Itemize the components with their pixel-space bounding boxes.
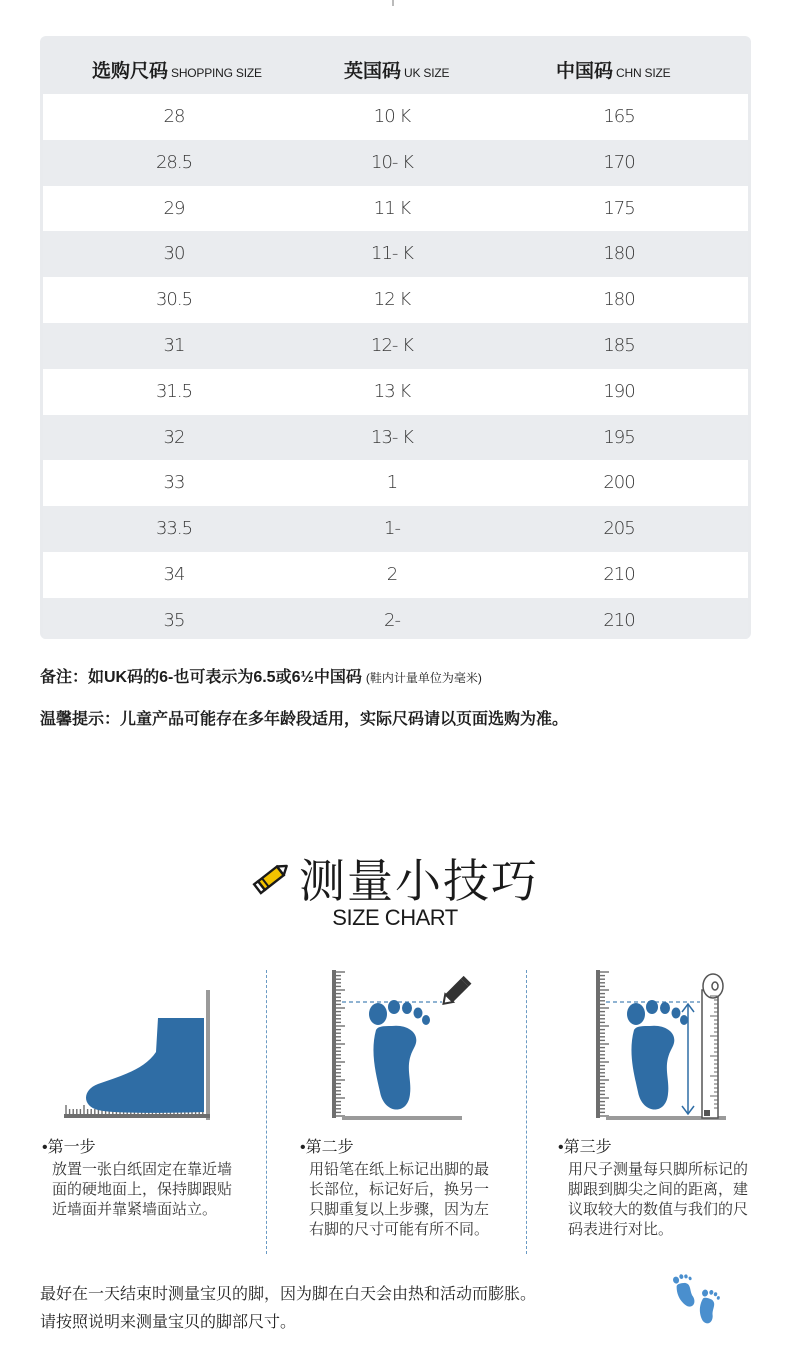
footprints-icon bbox=[672, 1272, 724, 1328]
ruler-vertical-icon bbox=[596, 970, 609, 1118]
tape-measure-icon bbox=[702, 974, 723, 1118]
note-tip: 温馨提示：儿童产品可能存在多年龄段适用，实际尺码请以页面选购为准。 bbox=[40, 711, 569, 728]
size-table-header bbox=[40, 36, 751, 94]
cell-uk-size: 12- K bbox=[371, 334, 413, 356]
table-row bbox=[43, 140, 748, 186]
cell-shopping-size: 29 bbox=[163, 197, 185, 219]
cell-uk-size: 13- K bbox=[371, 426, 413, 448]
table-row bbox=[43, 460, 748, 506]
table-row bbox=[43, 277, 748, 323]
table-row bbox=[43, 415, 748, 461]
footprint-icon bbox=[369, 1000, 430, 1110]
table-row bbox=[43, 369, 748, 415]
step-1-illustration bbox=[58, 962, 218, 1122]
cell-uk-size: 1 bbox=[386, 472, 398, 494]
foot-side-icon bbox=[86, 1018, 204, 1113]
cell-uk-size: 12 K bbox=[373, 289, 411, 311]
measure-title-text: 测量小技巧 bbox=[299, 855, 539, 907]
cell-shopping-size: 32 bbox=[163, 426, 185, 448]
step-3-label: •第三步 bbox=[558, 1139, 612, 1156]
cell-chn-size: 165 bbox=[603, 106, 635, 127]
cell-shopping-size: 28.5 bbox=[155, 151, 193, 173]
cell-chn-size: 205 bbox=[603, 518, 635, 540]
cell-chn-size: 200 bbox=[603, 472, 635, 494]
table-row bbox=[43, 323, 748, 369]
step-2-illustration bbox=[330, 962, 480, 1127]
cell-uk-size: 10- K bbox=[371, 151, 413, 173]
cell-uk-size: 13 K bbox=[373, 380, 411, 402]
footer-line-2: 请按照说明来测量宝贝的脚部尺寸。 bbox=[40, 1314, 297, 1331]
top-divider-mark bbox=[392, 0, 394, 6]
table-row bbox=[43, 506, 748, 552]
table-row bbox=[43, 598, 748, 639]
footprint-icon bbox=[627, 1000, 688, 1110]
cell-shopping-size: 31 bbox=[163, 334, 185, 356]
cell-uk-size: 1- bbox=[384, 518, 400, 540]
cell-chn-size: 185 bbox=[603, 334, 635, 356]
table-row bbox=[43, 186, 748, 232]
note-uk-size: 备注：如UK码的6-也可表示为6.5或6½中国码 (鞋内计量单位为毫米) bbox=[40, 669, 482, 686]
cell-uk-size: 11- K bbox=[371, 243, 413, 265]
ruler-vertical-icon bbox=[332, 970, 345, 1118]
footer-line-1: 最好在一天结束时测量宝贝的脚，因为脚在白天会由热和活动而膨胀。 bbox=[40, 1286, 537, 1303]
cell-chn-size: 210 bbox=[603, 563, 635, 585]
step-divider-1 bbox=[266, 970, 267, 1254]
cell-shopping-size: 28 bbox=[163, 106, 185, 127]
step-2-label: •第二步 bbox=[300, 1139, 354, 1156]
step-1-text: 放置一张白纸固定在靠近墙面的硬地面上，保持脚跟贴近墙面并靠紧墙面站立。 bbox=[52, 1161, 233, 1218]
header-chn-size: 中国码 CHN SIZE bbox=[556, 61, 671, 82]
size-table-body bbox=[43, 94, 748, 639]
cell-uk-size: 10 K bbox=[373, 106, 411, 127]
cell-shopping-size: 34 bbox=[163, 563, 185, 585]
cell-uk-size: 11 K bbox=[373, 197, 411, 219]
step-2-text: 用铅笔在纸上标记出脚的最长部位，标记好后，换另一只脚重复以上步骤，因为左右脚的尺寸可能有所不同。 bbox=[309, 1161, 490, 1238]
step-1-label: •第一步 bbox=[42, 1139, 96, 1156]
cell-chn-size: 210 bbox=[603, 609, 635, 631]
step-divider-2 bbox=[526, 970, 527, 1254]
cell-shopping-size: 30.5 bbox=[155, 289, 193, 311]
header-uk-size: 英国码 UK SIZE bbox=[344, 61, 450, 82]
step-3-illustration bbox=[588, 962, 738, 1127]
cell-shopping-size: 30 bbox=[163, 243, 185, 265]
cell-uk-size: 2 bbox=[386, 563, 398, 585]
pencil-mark-icon bbox=[440, 976, 472, 1008]
cell-chn-size: 180 bbox=[603, 289, 635, 311]
cell-chn-size: 175 bbox=[603, 197, 635, 219]
cell-shopping-size: 33 bbox=[163, 472, 185, 494]
cell-shopping-size: 31.5 bbox=[155, 380, 193, 402]
cell-chn-size: 180 bbox=[603, 243, 635, 265]
table-row bbox=[43, 231, 748, 277]
step-3-text: 用尺子测量每只脚所标记的脚跟到脚尖之间的距离，建议取较大的数值与我们的尺码表进行对比。 bbox=[568, 1161, 749, 1238]
cell-chn-size: 190 bbox=[603, 380, 635, 402]
size-table bbox=[40, 36, 751, 639]
header-shopping-size: 选购尺码 SHOPPING SIZE bbox=[92, 61, 262, 82]
cell-chn-size: 170 bbox=[603, 151, 635, 173]
cell-shopping-size: 35 bbox=[163, 609, 185, 631]
cell-shopping-size: 33.5 bbox=[155, 518, 193, 540]
cell-chn-size: 195 bbox=[603, 426, 635, 448]
pencil-icon bbox=[251, 858, 293, 898]
table-row bbox=[43, 552, 748, 598]
cell-uk-size: 2- bbox=[384, 609, 400, 631]
measure-subtitle: SIZE CHART bbox=[332, 905, 458, 930]
table-row bbox=[43, 94, 748, 140]
measure-title bbox=[0, 845, 790, 911]
